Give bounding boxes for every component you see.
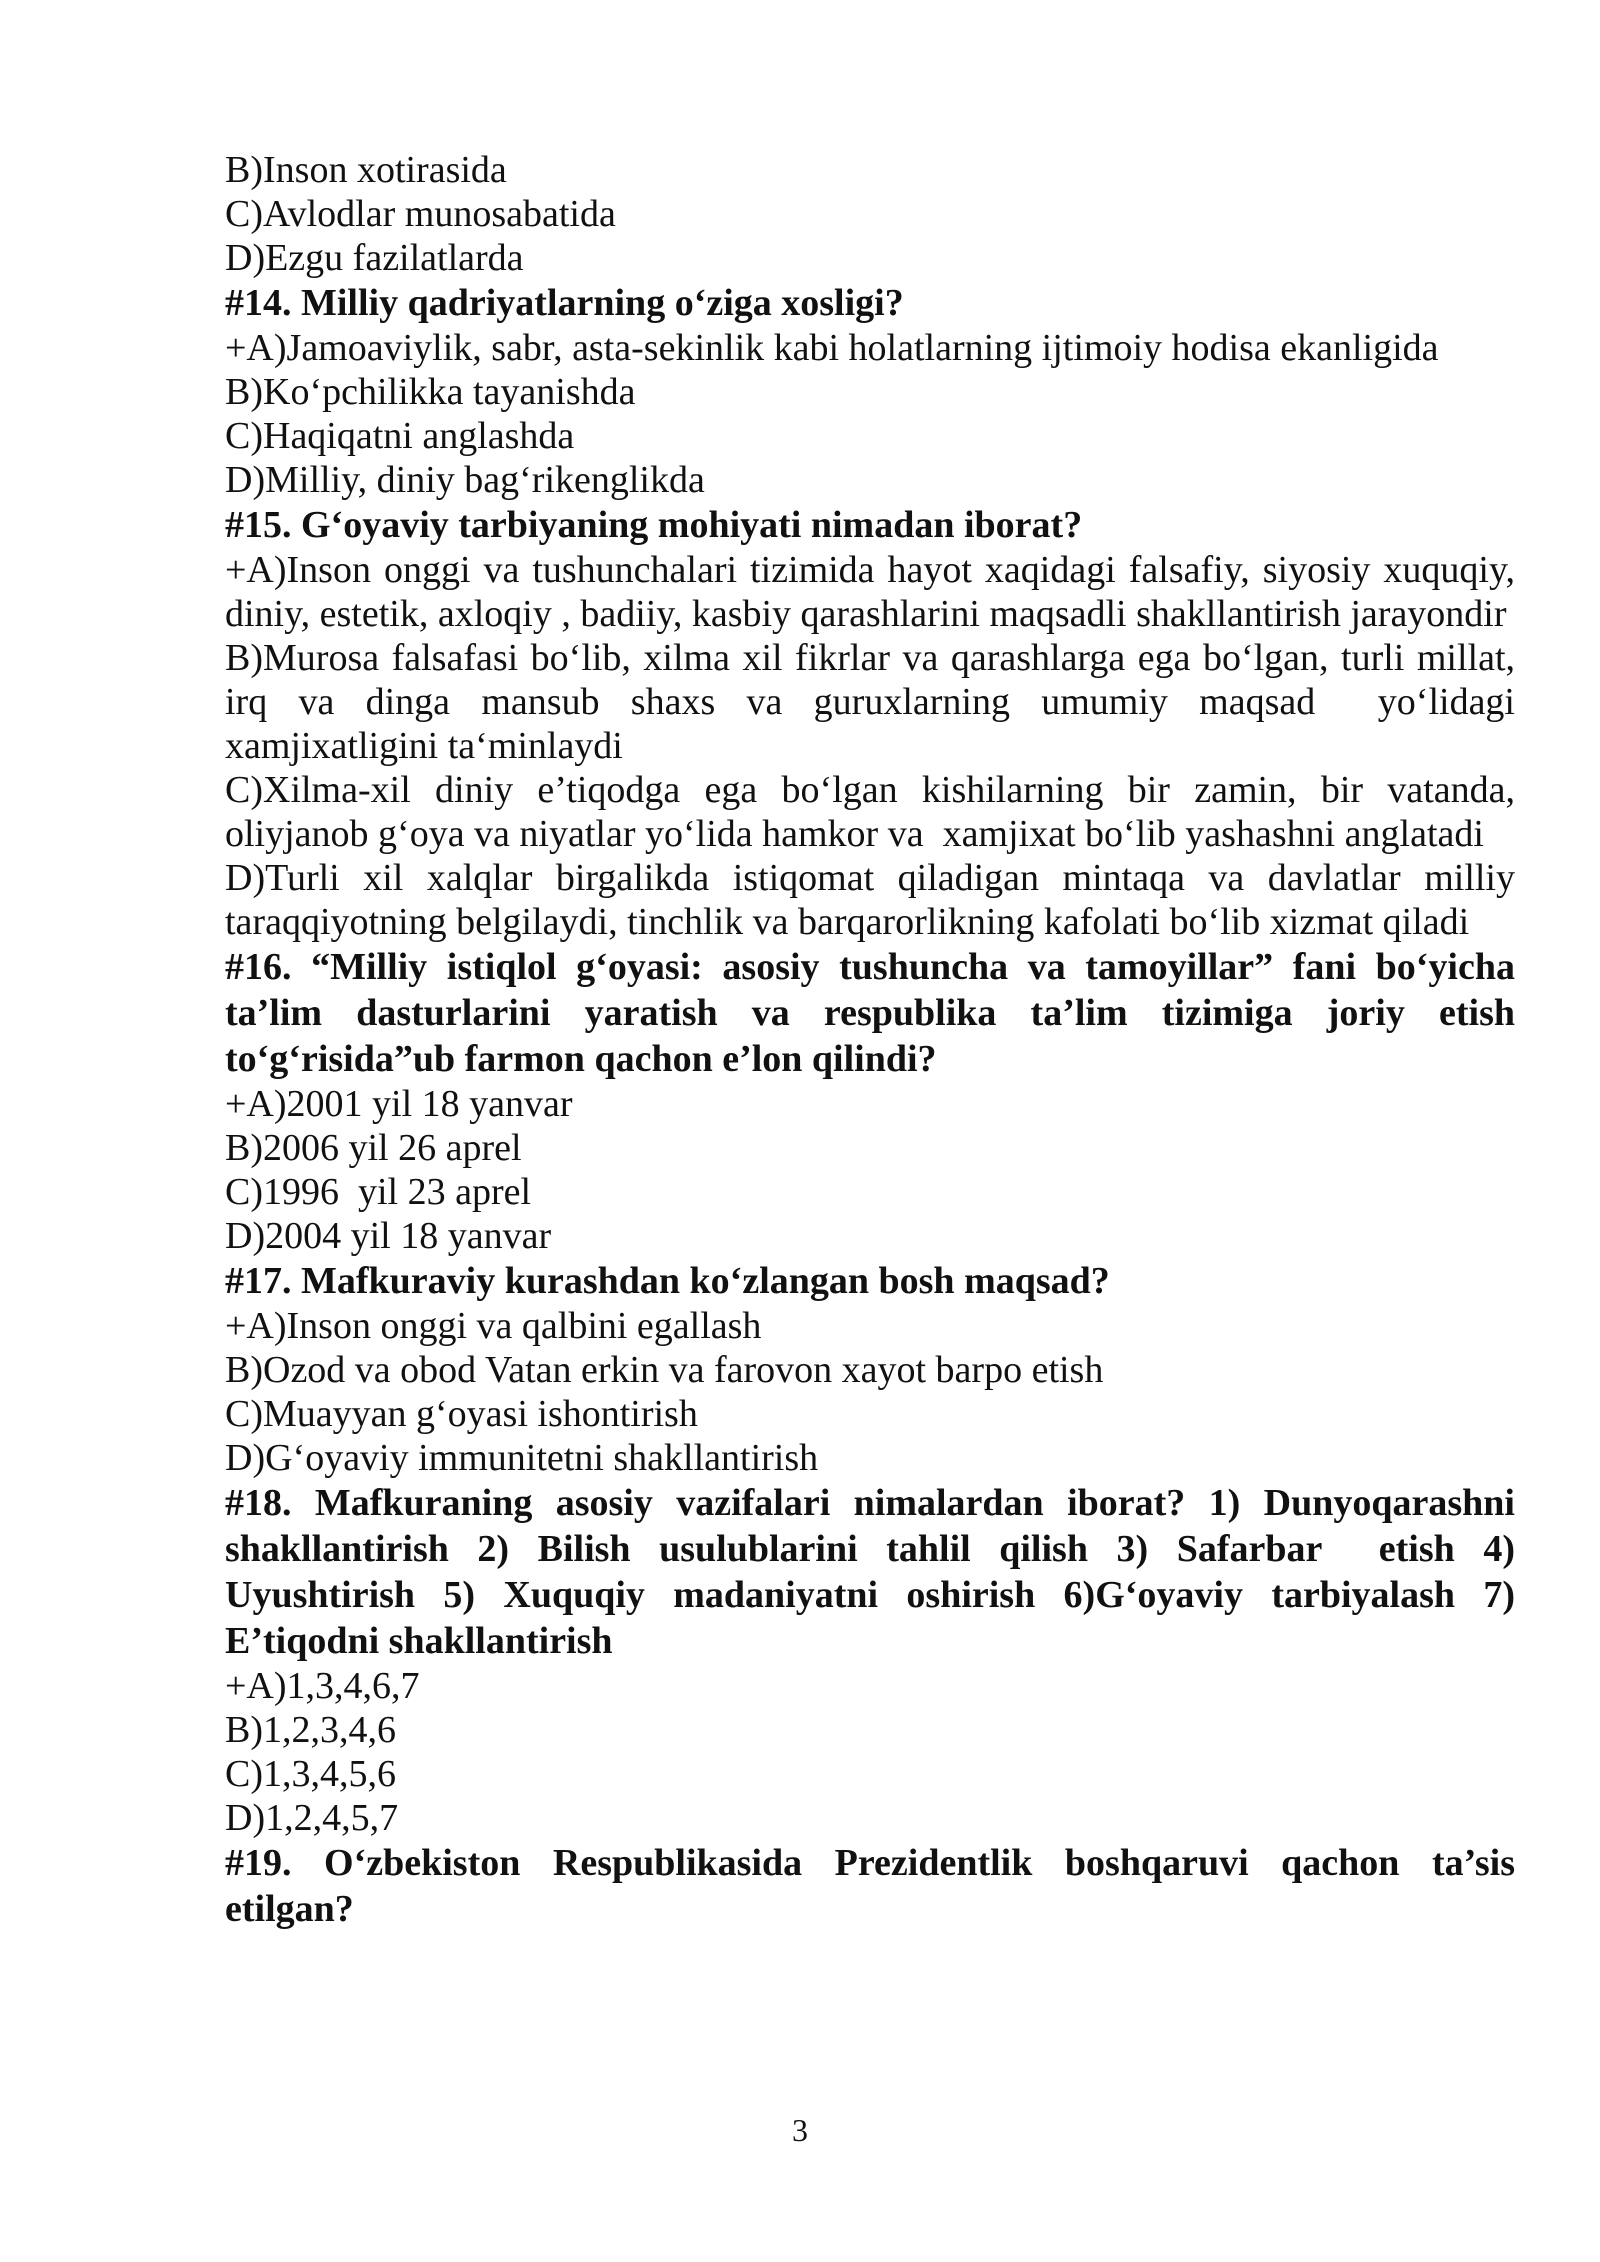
- answer-option: B)1,2,3,4,6: [225, 1709, 396, 1751]
- question-18: #18. Mafkuraning asosiy vazifalari nimalardan iborat? 1) Dunyoqarashni shakllantirish 2) Bilish usulublarini tahlil qilish 3) Safarbar etish 4) Uyushtirish 5) Xuquqiy madaniyatni oshirish 6)G‘oyaviy tarbiyalash 7) E’tiqodni shakllantirish: [225, 1482, 1525, 1662]
- page-number: 3: [792, 2112, 808, 2148]
- answer-option: B)Inson xotirasida: [225, 149, 507, 191]
- answer-option: B)Ozod va obod Vatan erkin va farovon xayot barpo etish: [225, 1349, 1104, 1391]
- answer-option: D)Ezgu fazilatlarda: [225, 237, 524, 279]
- answer-option: +A)Inson onggi va qalbini egallash: [225, 1305, 762, 1347]
- answer-option: B)2006 yil 26 aprel: [225, 1127, 522, 1169]
- answer-option: D)2004 yil 18 yanvar: [225, 1215, 552, 1257]
- answer-option: +A)1,3,4,6,7: [225, 1665, 420, 1707]
- question-16: #16. “Milliy istiqlol g‘oyasi: asosiy tushuncha va tamoyillar” fani bo‘yicha ta’lim dasturlarini yaratish va respublika ta’lim tizimiga joriy etish to‘g‘risida”ub farmon qachon e’lon qilindi?: [225, 946, 1525, 1080]
- answer-option: D)Turli xil xalqlar birgalikda istiqomat qiladigan mintaqa va davlatlar milliy taraqqiyotning belgilaydi, tinchlik va barqarorlikning kafolati bo‘lib xizmat qiladi: [225, 857, 1525, 943]
- answer-option: C)Muayyan g‘oyasi ishontirish: [225, 1393, 698, 1435]
- answer-option: +A)Jamoaviylik, sabr, asta-sekinlik kabi holatlarning ijtimoiy hodisa ekanligida: [225, 327, 1439, 369]
- question-17: #17. Mafkuraviy kurashdan ko‘zlangan bosh maqsad?: [225, 1260, 1110, 1302]
- answer-option: C)Xilma-xil diniy e’tiqodga ega bo‘lgan kishilarning bir zamin, bir vatanda, oliyjanob g‘oya va niyatlar yo‘lida hamkor va xamjixat bo‘lib yashashni anglatadi: [225, 769, 1525, 855]
- answer-option: B)Ko‘pchilikka tayanishda: [225, 371, 636, 413]
- answer-option: D)G‘oyaviy immunitetni shakllantirish: [225, 1437, 819, 1479]
- answer-option: D)1,2,4,5,7: [225, 1797, 399, 1839]
- answer-option: +A)Inson onggi va tushunchalari tizimida hayot xaqidagi falsafiy, siyosiy xuquqiy, diniy, estetik, axloqiy , badiiy, kasbiy qarashlarini maqsadli shakllantirish jarayondir: [225, 549, 1525, 635]
- question-15: #15. G‘oyaviy tarbiyaning mohiyati nimadan iborat?: [225, 504, 1083, 546]
- document-body: [225, 148, 1525, 1932]
- question-19: #19. O‘zbekiston Respublikasida Prezidentlik boshqaruvi qachon ta’sis etilgan?: [225, 1842, 1525, 1930]
- answer-option: C)Avlodlar munosabatida: [225, 193, 616, 235]
- answer-option: +A)2001 yil 18 yanvar: [225, 1083, 573, 1125]
- answer-option: C)1996 yil 23 aprel: [225, 1171, 532, 1213]
- answer-option: D)Milliy, diniy bag‘rikenglikda: [225, 459, 705, 501]
- answer-option: C)1,3,4,5,6: [225, 1753, 396, 1795]
- answer-option: B)Murosa falsafasi bo‘lib, xilma xil fikrlar va qarashlarga ega bo‘lgan, turli millat, irq va dinga mansub shaxs va guruxlarning umumiy maqsad yo‘lidagi xamjixatligini ta‘minlaydi: [225, 637, 1525, 767]
- answer-option: C)Haqiqatni anglashda: [225, 415, 575, 457]
- question-14: #14. Milliy qadriyatlarning o‘ziga xosligi?: [225, 282, 904, 324]
